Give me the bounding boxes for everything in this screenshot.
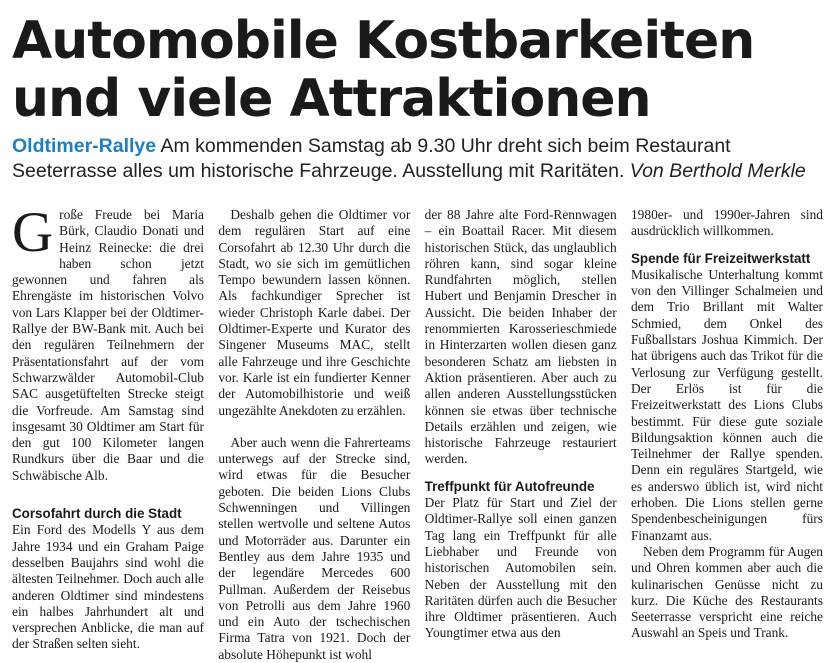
paragraph-intro-text: roße Freude bei Maria Bürk, Claudio Donati und Heinz Reinecke: die drei haben schon jetzt gewonnen und fahren als Ehrengäste im historischen Volvo von Lars Klapper bei der Oldtimer-Rallye der BW-Bank mit. Auch bei den regulären Teilnehmern der Präsentationsfahrt auf der vom Schwarzwälder Automobil-Club SAC ausgetüftelten Strecke steigt die Vorfreude. Am Samstag sind insgesamt 30 Oldtimer am Start für den gut 100 Kilometer langen Rundkurs über die Baar und die Schwäbische Alb.: [12, 207, 204, 483]
paragraph: Ein Ford des Modells Y aus dem Jahre 1934 und ein Graham Paige desselben Baujahrs sind wohl die ältesten Teilnehmer. Doch auch alle anderen Oldtimer sind mindestens ein halbes Jahrhundert alt und versprechen Anblicke, die man auf der Straßen selten sieht.: [12, 522, 204, 652]
drop-cap: G: [12, 201, 54, 264]
column-4: [630, 207, 823, 641]
headline-line-1: Automobile Kostbarkeiten: [12, 11, 755, 71]
kicker: Oldtimer-Rallye: [12, 135, 157, 157]
paragraph: der 88 Jahre alte Ford-Rennwagen – ein Boattail Racer. Mit diesem historischen Stück, das unglaublich röhren kann, sind sogar kleine Rundfahrten möglich, stellen Hubert und Benjamin Drescher in Aussicht. Die beiden Inhaber der renommierten Karosserieschmiede in Hinterzarten wollen diesen ganz besonderen Schatz am liebsten in Aktion präsentieren. Aber auch zu allen anderen Ausstellungsstücken können sie etwas über technische Details erzählen und zeigen, wie historische Fahrzeuge restauriert werden.: [424, 207, 617, 467]
column-3: [424, 207, 617, 641]
subheading-treffpunkt: Treffpunkt für Autofreunde: [424, 478, 595, 494]
column-1: [12, 201, 204, 652]
paragraph-intro: [12, 201, 204, 484]
column-2: [218, 207, 411, 662]
teaser: [12, 134, 823, 184]
subheading-corsofahrt: Corsofahrt durch die Stadt: [12, 506, 182, 522]
teaser-text: Am kommenden Samstag ab 9.30 Uhr dreht sich beim Restaurant Seeterrasse alles um historische Fahrzeuge. Ausstellung mit Raritäten.: [12, 135, 731, 182]
headline-line-2: und viele Attraktionen: [12, 69, 651, 129]
headline: [12, 0, 823, 128]
subheading-spende: Spende für Freizeitwerkstatt: [630, 250, 811, 266]
article-body: [12, 201, 823, 662]
paragraph: Deshalb gehen die Oldtimer vor dem regulären Start auf eine Corsofahrt ab 12.30 Uhr durch die Stadt, wo sie sich im gemütlichen Tempo bewundern lassen können. Als fachkundiger Sprecher ist wieder Christoph Karle dabei. Der Oldtimer-Experte und Kurator des Singener Museums MAC, stellt alle Fahrzeuge und ihre Geschichte vor. Karle ist ein fundierter Kenner der Automobilhistorie und weiß ungezählte Anekdoten zu erzählen.: [218, 207, 411, 418]
paragraph: Neben dem Programm für Augen und Ohren kommen aber auch die kulinarischen Genüsse nicht zu kurz. Die Küche des Restaurants Seeterrasse verspricht eine reiche Auswahl an Speis und Trank.: [630, 543, 823, 641]
paragraph: Musikalische Unterhaltung kommt von den Villinger Schalmeien und dem Trio Brillant mit Walter Schmied, dem Onkel des Fußballstars Joshua Kimmich. Der hat übrigens auch das Trikot für die Verlosung zur Verfügung gestellt. Der Erlös ist für die Freizeitwerkstatt des Lions Clubs bestimmt. Für diese gute soziale Bildungsaktion können auch die Teilnehmer der Rallye spenden. Denn ein reguläres Startgeld, wie es anderswo üblich ist, wird nicht erhoben. Die Lions stellen gerne Spendenbescheinigungen fürs Finanzamt aus.: [630, 266, 823, 543]
author-byline: Von Berthold Merkle: [629, 160, 806, 182]
paragraph: 1980er- und 1990er-Jahren sind ausdrücklich willkommen.: [630, 207, 823, 239]
paragraph: Aber auch wenn die Fahrerteams unterwegs auf der Strecke sind, wird etwas für die Besucher geboten. Die beiden Lions Clubs Schwenningen und Villingen stellen wertvolle und seltene Autos und Motorräder aus. Darunter ein Bentley aus dem Jahre 1935 und der legendäre Mercedes 600 Pullman. Außerdem der Reisebus von Petrolli aus dem Jahre 1960 und ein Auto der tschechischen Firma Tatra von 1921. Doch der absolute Höhepunkt ist wohl: [218, 434, 411, 662]
paragraph: Der Platz für Start und Ziel der Oldtimer-Rallye soll einen ganzen Tag lang ein Treffpunkt für alle Liebhaber und Freunde von historischen Automobilen sein. Neben der Ausstellung mit den Raritäten dürfen auch die Besucher ihre Oldtimer präsentieren. Auch Youngtimer etwa aus den: [424, 495, 617, 641]
